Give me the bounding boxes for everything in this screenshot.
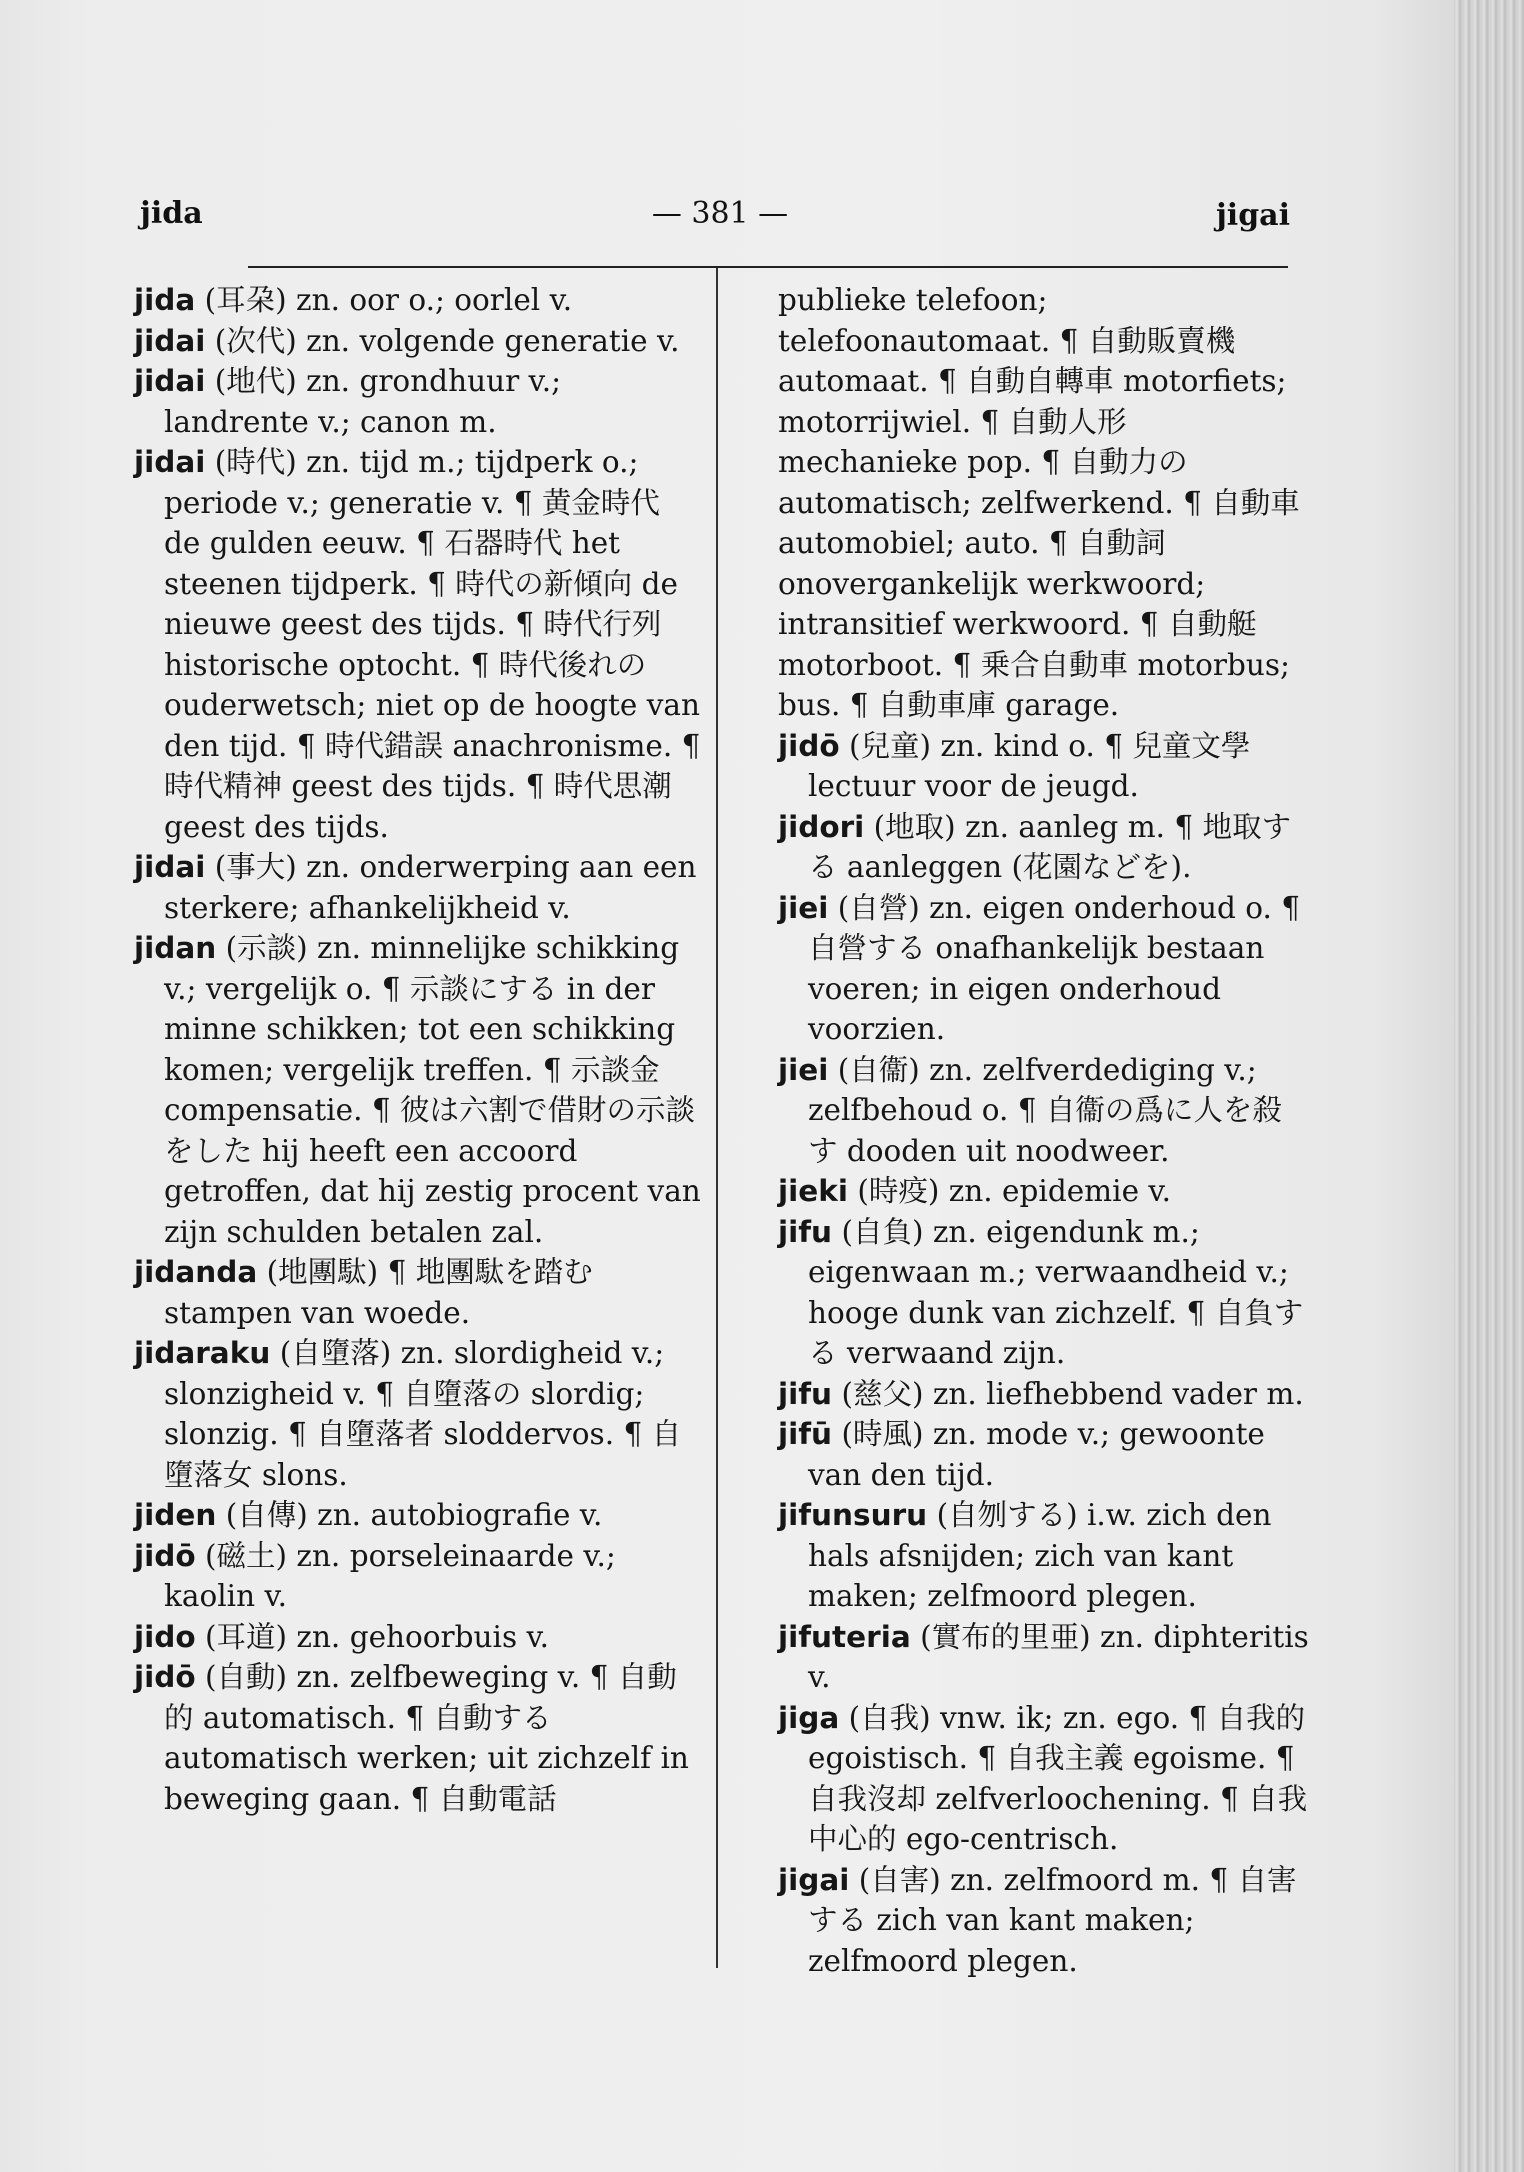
entry-body: (實布的里亜) zn. diphteritis v. <box>808 1619 1309 1694</box>
entry-body: (慈父) zn. liefhebbend vader m. <box>841 1376 1304 1411</box>
headword: jidai <box>134 323 206 358</box>
headword: jifuteria <box>778 1619 911 1654</box>
dictionary-entry-continuation <box>778 280 1310 726</box>
entry-body: (兒童) zn. kind o. ¶ 兒童文學 lectuur voor de jeugd. <box>808 728 1251 803</box>
header-right-guideword: jigai <box>1215 198 1290 233</box>
entry-body: (時代) zn. tijd m.; tijdperk o.; periode v.; generatie v. ¶ 黄金時代 de gulden eeuw. ¶ 石器時代 het steenen tijdperk. ¶ 時代の新傾向 de nieuwe geest des tijds. ¶ 時代行列 historische optocht. ¶ 時代後れの ouderwetsch; niet op de hoogte van den tijd. ¶ 時代錯誤 anachronisme. ¶ 時代精神 geest des tijds. ¶ 時代思潮 geest des tijds. <box>164 445 701 844</box>
dictionary-entry <box>134 442 704 847</box>
entry-body: (磁土) zn. porseleinaarde v.; kaolin v. <box>164 1538 616 1613</box>
dictionary-entry <box>134 1495 704 1536</box>
headword: jidori <box>778 809 865 844</box>
dictionary-entry <box>778 1617 1310 1698</box>
entry-body: (耳朶) zn. oor o.; oorlel v. <box>204 283 573 317</box>
headword: jidaraku <box>134 1336 271 1370</box>
headword: jido <box>134 1619 196 1654</box>
entry-body: (地團駄) ¶ 地團駄を踏む stampen van woede. <box>164 1255 593 1330</box>
dictionary-entry <box>134 321 704 362</box>
entry-body: (時疫) zn. epidemie v. <box>857 1174 1171 1208</box>
dictionary-entry <box>134 1252 704 1333</box>
dictionary-entry <box>778 1495 1310 1617</box>
entry-body: (次代) zn. volgende generatie v. <box>214 323 680 358</box>
entry-body: (時風) zn. mode v.; gewoonte van den tijd. <box>808 1417 1265 1492</box>
dictionary-entry <box>134 847 704 928</box>
entry-body: (地取) zn. aanleg m. ¶ 地取する aanleggen (花園などを). <box>808 809 1292 884</box>
headword: jida <box>134 283 196 317</box>
book-page-edge <box>1454 0 1524 2172</box>
column-divider <box>716 268 718 1968</box>
dictionary-entry <box>134 1657 704 1819</box>
entry-body: (自動) zn. zelfbeweging v. ¶ 自動的 automatisch. ¶ 自動する automatisch werken; uit zichzelf in beweging gaan. ¶ 自動電話 <box>164 1660 689 1816</box>
entry-body: publieke telefoon; telefoonautomaat. ¶ 自動販賣機 automaat. ¶ 自動自轉車 motorfiets; motorrijwiel. ¶ 自動人形 mechanieke pop. ¶ 自動力の automatisch; zelfwerkend. ¶ 自動車 automobiel; auto. ¶ 自動詞 onovergankelijk werkwoord; intransitief werkwoord. ¶ 自動艇 motorboot. ¶ 乗合自動車 motorbus; bus. ¶ 自動車庫 garage. <box>778 283 1300 722</box>
dictionary-entry <box>778 1698 1310 1860</box>
dictionary-entry <box>778 807 1310 888</box>
right-column <box>778 280 1310 1981</box>
entry-body: (自刎する) i.w. zich den hals afsnijden; zich van kant maken; zelfmoord plegen. <box>808 1498 1272 1613</box>
headword: jifunsuru <box>778 1498 928 1532</box>
dictionary-entry <box>134 928 704 1252</box>
headword: jifu <box>778 1376 833 1411</box>
header-left-guideword: jida <box>140 196 203 231</box>
headword: jifū <box>778 1417 833 1451</box>
entry-body: (事大) zn. onderwerping aan een sterkere; afhankelijkheid v. <box>164 850 697 925</box>
headword: jidai <box>134 850 206 884</box>
headword: jigai <box>778 1862 850 1897</box>
headword: jidō <box>778 728 840 763</box>
entry-body: (自我) vnw. ik; zn. ego. ¶ 自我的 egoistisch. ¶ 自我主義 egoisme. ¶ 自我沒却 zelfverloochening. ¶ 自我中心的 ego-centrisch. <box>808 1700 1308 1856</box>
dictionary-entry <box>778 1212 1310 1374</box>
headword: jidō <box>134 1538 196 1573</box>
entry-body: (自墮落) zn. slordigheid v.; slonzigheid v. ¶ 自墮落の slordig; slonzig. ¶ 自墮落者 sloddervos. ¶ 自墮落女 slons. <box>164 1336 682 1492</box>
dictionary-entry <box>778 1860 1310 1982</box>
dictionary-entry <box>134 280 704 321</box>
headword: jiga <box>778 1700 840 1735</box>
headword: jidanda <box>134 1255 258 1289</box>
dictionary-entry <box>778 726 1310 807</box>
dictionary-entry <box>778 1171 1310 1212</box>
entry-body: (自傳) zn. autobiografie v. <box>225 1498 603 1532</box>
dictionary-entry <box>134 361 704 442</box>
headword: jiei <box>778 1052 829 1087</box>
page-header <box>140 196 1290 246</box>
left-column <box>134 280 704 1819</box>
entry-body: (耳道) zn. gehoorbuis v. <box>205 1619 550 1654</box>
headword: jidai <box>134 364 206 398</box>
entry-body: (自害) zn. zelfmoord m. ¶ 自害する zich van kant maken; zelfmoord plegen. <box>808 1862 1297 1978</box>
headword: jidan <box>134 931 217 965</box>
entry-body: (自衞) zn. zelfverdediging v.; zelfbehoud o. ¶ 自衞の爲に人を殺す dooden uit noodweer. <box>808 1052 1282 1168</box>
headword: jidō <box>134 1660 196 1694</box>
dictionary-entry <box>778 1050 1310 1172</box>
entry-body: (自營) zn. eigen onderhoud o. ¶ 自營する onafhankelijk bestaan voeren; in eigen onderhoud voorzien. <box>808 890 1301 1046</box>
headword: jidai <box>134 445 206 479</box>
headword: jiden <box>134 1498 217 1532</box>
entry-body: (示談) zn. minnelijke schikking v.; vergelijk o. ¶ 示談にする in der minne schikken; tot een schikking komen; vergelijk treffen. ¶ 示談金 compensatie. ¶ 彼は六割で借財の示談をした hij heeft een accoord getroffen, dat hij zestig procent van zijn schulden betalen zal. <box>164 931 701 1249</box>
page-number: — 381 — <box>651 196 789 231</box>
entry-body: (自負) zn. eigendunk m.; eigenwaan m.; verwaandheid v.; hooge dunk van zichzelf. ¶ 自負する verwaand zijn. <box>808 1214 1304 1370</box>
dictionary-entry <box>134 1617 704 1658</box>
headword: jiei <box>778 890 829 925</box>
entry-body: (地代) zn. grondhuur v.; landrente v.; canon m. <box>164 364 562 439</box>
dictionary-entry <box>134 1333 704 1495</box>
dictionary-entry <box>778 1374 1310 1415</box>
headword: jieki <box>778 1174 848 1208</box>
headword: jifu <box>778 1214 833 1249</box>
dictionary-entry <box>778 888 1310 1050</box>
dictionary-entry <box>778 1414 1310 1495</box>
dictionary-entry <box>134 1536 704 1617</box>
header-rule <box>248 266 1288 268</box>
